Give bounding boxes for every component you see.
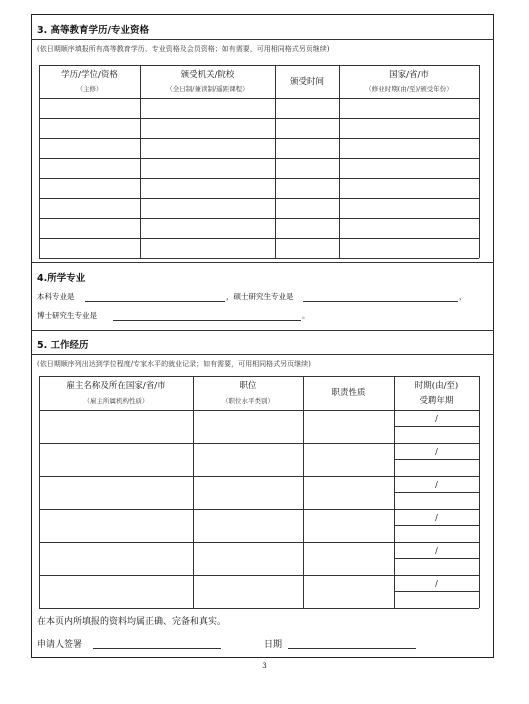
divider [31,39,494,40]
bachelor-major-field[interactable] [85,301,225,302]
col-header-employer: 雇主名称及所在国家/省/市 [66,381,166,391]
period-slash: / [435,480,438,489]
col-header-institution: 颁受机关/院校 [180,70,235,80]
signature-label: 申请人签署 [37,640,83,650]
period-slash: / [435,447,438,456]
date-label: 日期 [264,640,283,650]
date-field[interactable] [288,648,416,649]
period-slash: / [435,513,438,522]
declaration-text: 在本页内所填报的资料均属正确、完备和真实。 [37,617,227,627]
col-subheader-major: （主修） [76,85,103,93]
master-major-label: ，硕士研究生专业是 [226,292,294,301]
period: 。 [302,311,310,320]
master-major-field[interactable] [303,301,458,302]
section3-note: (依日期顺序填报所有高等教育学历、专业资格及会员资格；如有需要，可用相同格式另页继续) [37,45,330,53]
period-slash: / [435,414,438,423]
bachelor-major-label: 本科专业是 [37,292,75,301]
section3-title: 3. 高等教育学历/专业资格 [37,25,149,36]
signature-field[interactable] [93,648,221,649]
col-header-period: 时期(由/至) [414,381,459,391]
divider [31,354,494,355]
col-header-award-date: 颁受时间 [289,77,324,87]
col-header-duties: 职责性质 [331,388,366,398]
divider [31,262,494,263]
divider [31,330,494,331]
section5-note: (依日期顺序列出达到学位程度/专家水平的就业记录；如有需要，可用相同格式另页继续) [37,360,311,368]
form-page [31,14,494,658]
doctor-major-label: 博士研究生专业是 [37,311,97,320]
section5-title: 5. 工作经历 [37,340,89,351]
comma: ， [459,292,467,301]
col-subheader-employer-type: （雇主所属机构性质） [83,397,149,405]
col-header-location: 国家/省/市 [389,70,429,80]
doctor-major-field[interactable] [113,320,301,321]
col-header-position: 职位 [239,381,257,391]
period-slash: / [435,546,438,555]
period-slash: / [435,579,438,588]
col-header-degree: 学历/学位/资格 [61,70,118,80]
section4-title: 4.所学专业 [37,273,86,284]
col-subheader-study-mode: （全日制/兼读制/遥距课程） [166,85,249,93]
page-number: 3 [262,662,267,670]
col-subheader-position-level: （职位水平类别） [222,397,274,405]
col-subheader-period: （修业时期(由/至)/颁受年份） [365,85,453,93]
col-header-years: 受聘年期 [419,396,454,406]
